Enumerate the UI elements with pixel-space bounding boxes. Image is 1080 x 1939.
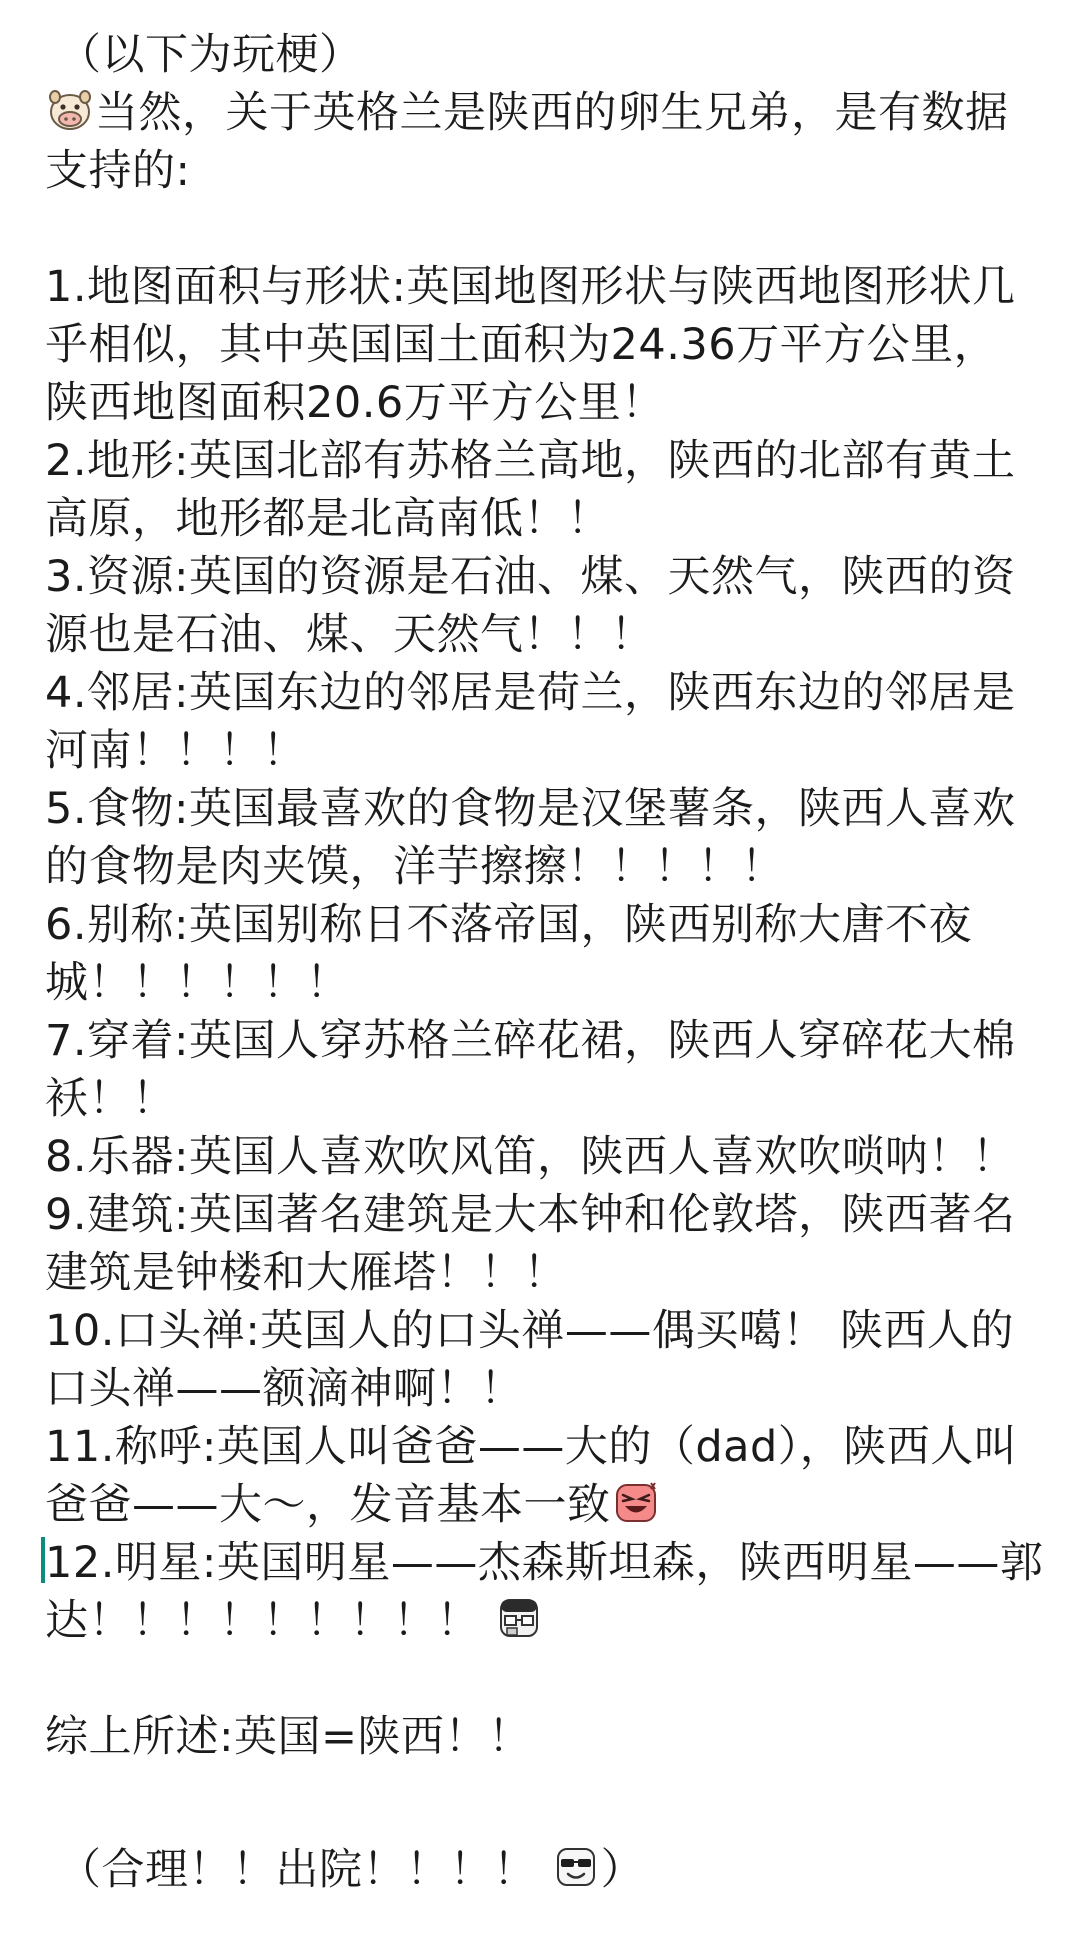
list-item: 11.称呼:英国人叫爸爸——大的（dad），陕西人叫	[45, 1422, 1018, 1472]
list-item: 袄！！	[45, 1074, 176, 1124]
list-item: 的食物是肉夹馍，洋芋擦擦！！！！！	[45, 842, 785, 892]
list-item: 8.乐器:英国人喜欢吹风笛，陕西人喜欢吹唢呐！！	[45, 1132, 1016, 1182]
closing-text: （合理！！出院！！！！	[58, 1845, 537, 1895]
cool-sunglasses-icon	[553, 1844, 599, 1890]
lead-line-2: 支持的:	[45, 146, 191, 196]
list-item: 河南！！！！	[45, 726, 306, 776]
intro-line: （以下为玩梗）	[58, 30, 363, 80]
list-item: 城！！！！！！	[45, 958, 350, 1008]
list-item: 3.资源:英国的资源是石油、煤、天然气，陕西的资	[45, 552, 1016, 602]
list-item: 口头禅——额滴神啊！！	[45, 1364, 524, 1414]
lead-text-1: 当然，关于英格兰是陕西的卵生兄弟，是有数据	[95, 88, 1009, 138]
list-item	[45, 1534, 1044, 1592]
list-item-text: 12.明星:英国明星——杰森斯坦森，陕西明星——郭	[45, 1538, 1044, 1588]
list-item: 7.穿着:英国人穿苏格兰碎花裙，陕西人穿碎花大棉	[45, 1016, 1016, 1066]
spacer	[45, 1766, 1040, 1841]
cow-face-icon	[47, 87, 93, 133]
nerd-glasses-icon	[496, 1595, 542, 1641]
list-item-text: 达！！！！！！！！！	[45, 1596, 480, 1646]
lead-line-1	[45, 84, 1040, 142]
spacer	[45, 1650, 1040, 1708]
laughing-face-icon	[613, 1479, 659, 1525]
list-item: 陕西地图面积20.6万平方公里！	[45, 378, 665, 428]
list-item: 高原，地形都是北高南低！！	[45, 494, 611, 544]
list-item: 建筑是钟楼和大雁塔！！！	[45, 1248, 567, 1298]
list-item: 源也是石油、煤、天然气！！！	[45, 610, 654, 660]
list-item	[45, 1476, 1040, 1534]
list-item	[45, 1592, 1040, 1650]
facts-list	[45, 258, 1044, 1650]
conclusion-line: 综上所述:英国=陕西！！	[45, 1712, 532, 1762]
list-item: 10.口头禅:英国人的口头禅——偶买噶！ 陕西人的	[45, 1306, 1015, 1356]
list-item: 4.邻居:英国东边的邻居是荷兰，陕西东边的邻居是	[45, 668, 1016, 718]
spacer	[45, 200, 1040, 258]
list-item: 9.建筑:英国著名建筑是大本钟和伦敦塔，陕西著名	[45, 1190, 1016, 1240]
list-item: 乎相似，其中英国国土面积为24.36万平方公里，	[45, 320, 998, 370]
list-item: 5.食物:英国最喜欢的食物是汉堡薯条，陕西人喜欢	[45, 784, 1016, 834]
closing-paren: ）	[600, 1845, 645, 1895]
list-item-text: 爸爸——大～，发音基本一致	[45, 1480, 611, 1530]
list-item: 2.地形:英国北部有苏格兰高地，陕西的北部有黄土	[45, 436, 1016, 486]
list-item: 6.别称:英国别称日不落帝国，陕西别称大唐不夜	[45, 900, 973, 950]
closing-line	[45, 1841, 1040, 1899]
list-item: 1.地图面积与形状:英国地图形状与陕西地图形状几	[45, 262, 1016, 312]
